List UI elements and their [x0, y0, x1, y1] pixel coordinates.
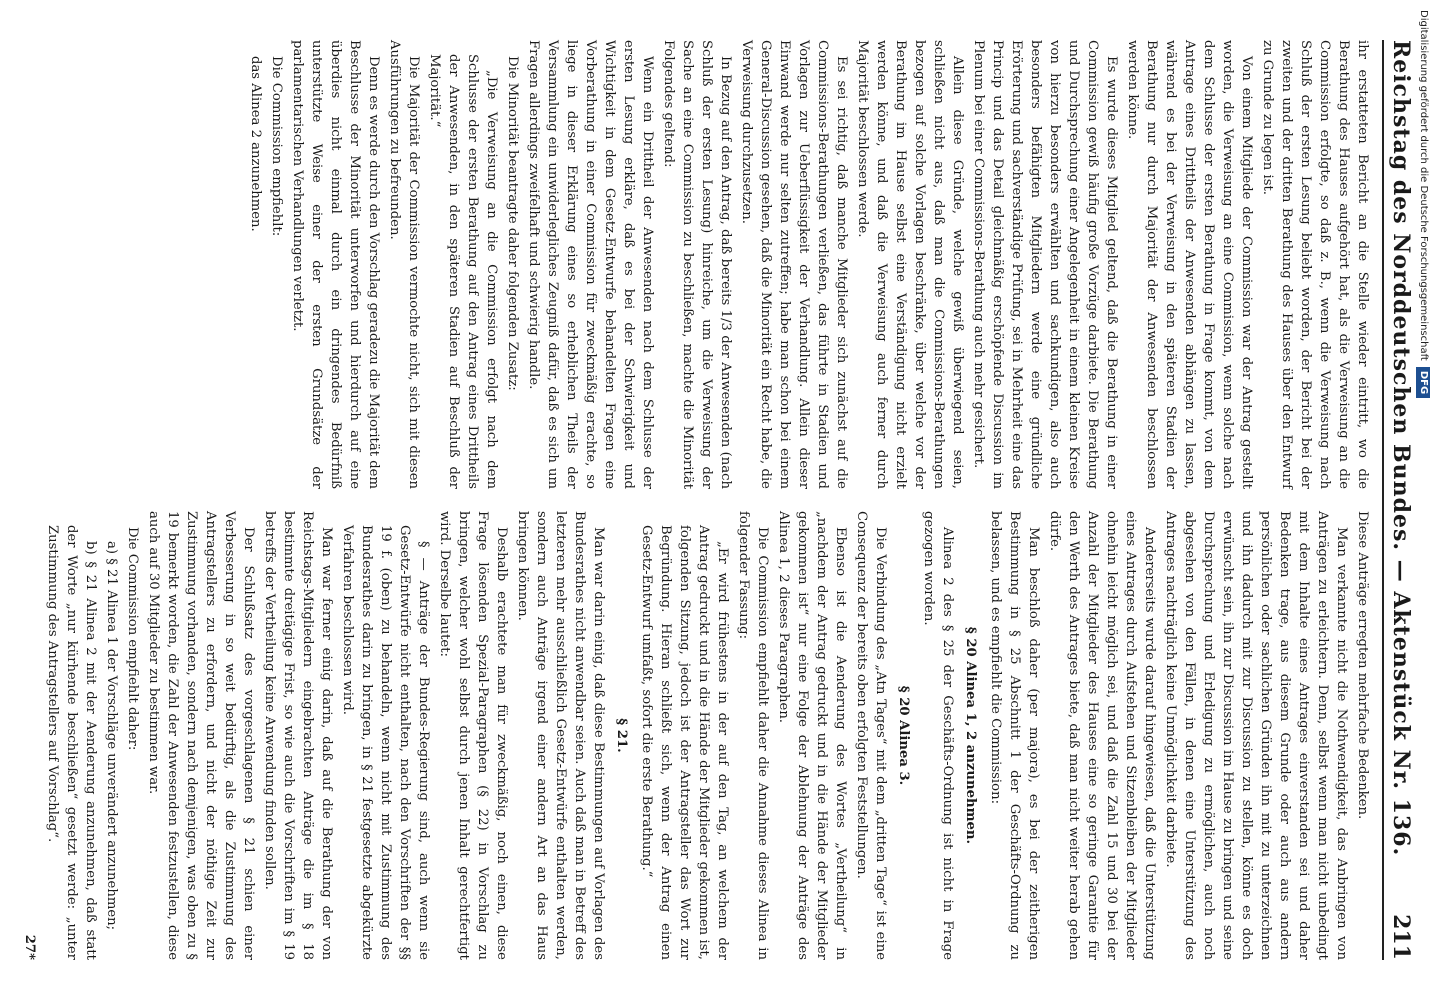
credit-text: Digitalisierung gefördert durch die Deutsche Forschungsgemeinschaft [1418, 10, 1429, 361]
paragraph: Diese Anträge erregten mehrfache Bedenken. [1355, 511, 1370, 820]
document-page [22, 0, 1432, 1000]
paragraph: Man war ferner einig darin, daß auf die Berathung der von Reichstags-Mitgliedern eingebrachten Anträge die im § 18 bestimmte dreitägige Frist, so wie auch die Vorschriften im § 19 betreffs der Vertheilung keine Anwendung finden sollen. [262, 511, 334, 960]
paragraph: Die Majorität der Commission vermochte nicht, sich mit diesen Ausführungen zu befreunden. [387, 40, 421, 489]
quoted-paragraph: „Er wird frühestens in der auf den Tag, an welchem der Antrag gedruckt und in die Hände der Mitglieder gekommen ist, folgenden Sitzung, jedoch ist der Antragsteller das Wort zur Begründung. Hieran schließt sich, wenn der Antrag einen Gesetz-Entwurf umfaßt, sofort die erste Berathung.“ [639, 525, 730, 960]
page-number: 211 [1388, 914, 1414, 960]
text-columns [20, 40, 1372, 960]
paragraph: Man verkannte nicht die Nothwendigkeit, das Anbringen von Anträgen zu erleichtern. Denn, selbst wenn man nicht unbedingt mit dem Inhalte eines Antrages einverstanden sei und daher Bedenken trage, aus diesem Grunde oder auch aus andern persönlichen oder sachlichen Gründen ihn mit zu unterzeichnen und ihn dadurch mit zur Discussion zu stellen, könne es doch erwünscht sein, ihn zur Discussion im Hause zu bringen und seine Durchsprechung und Erledigung zu ermöglichen, auch noch abgesehen von den Fällen, in denen eine Unterstützung des Antrages nachträglich keine Unmöglichkeit darbiete. [1163, 511, 1349, 960]
quoted-paragraph: b) § 21 Alinea 2 mit der Aenderung anzunehmen, daß statt der Worte „nur kürhende beschließen“ gesetzt werde: „unter Zustimmung des Antragstellers auf Vorschlag“. [45, 525, 98, 960]
paragraph: Der Schlußsatz des vorgeschlagenen § 21 schien einer Verbesserung in so weit bedürftig, als die Zustimmung des Antragstellers zu erfordern, und nicht der nöthige Zeit zur Zustimmung vorhanden, sondern nach demjenigen, was oben zu § 19 bemerkt worden, die Zahl der Anwesenden festzustellen, diese auch auf 30 Mitglieder zu bestimmen war. [146, 511, 256, 960]
page-title: Reichstag des Norddeutschen Bundes. — Aktenstück Nr. 136. [1388, 40, 1414, 857]
right-column [20, 511, 1372, 960]
quoted-paragraph: § — Anträge der Bundes-Regierung sind, auch wenn sie Gesetz-Entwürfe nicht enthalten, nach den Vorschriften der §§ 19 f. (oben) zu behandeln, wenn nicht mit Zustimmung des Bundesrathes darin zu bringen, in § 21 festgesetzte abgekürzte Verfahren beschlossen wird. [340, 525, 431, 960]
paragraph: Denn es werde durch den Vorschlag geradezu die Majorität dem Beschlusse der Minorität unterworfen und hierdurch auf eine überdies nicht einmal durch ein dringendes Bedürfniß unterstützte Weise einer der ersten Grundsätze der parlamentarischen Verhandlungen verletzt. [290, 40, 381, 489]
paragraph: Es wurde dieses Mitglied geltend, daß die Berathung in einer Commission gewiß häufig große Vorzüge darbiete. Die Berathung und Durchsprechung einer Angelegenheit in einem kleinen Kreise von hierzu besonders erwählten und sachkundigen, also auch besonders befähigten Mitgliedern werde eine gründliche Erörterung und sachverständige Prüfung, sei in Mehrheit eine das Princip und das Detail gleichmäßig erschöpfende Discussion im Plenum bei einer Commissions-Berathung auch mehr gesichert. [971, 40, 1119, 489]
paragraph: Von einem Mitgliede der Commission war der Antrag gestellt worden, die Verweisung an eine Commission, wenn solche nach dem Schlusse der ersten Berathung in Frage kommt, von dem Antrage eines Drittheils der Anwesenden abhängen zu lassen, während es bei der Verweisung in den späteren Stadien der Berathung nur durch Majorität der Anwesenden beschlossen werden könne. [1125, 40, 1254, 489]
paragraph: Die Commission empfiehlt daher: [125, 527, 140, 751]
paragraph: Die Minorität beantragte daher folgenden Zusatz: [505, 56, 520, 391]
left-column [20, 40, 1372, 489]
paragraph: Die Commission empfiehlt: [269, 56, 284, 237]
paragraph: Allein diese Gründe, welche gewiß überwiegend seien, schließen nicht aus, daß man die Commissions-Berathungen bezogen auf solche Vorlagen beschränke, über welche vor der Berathung im Hause selbst eine Verständigung nicht erzielt werden könne, und daß die Verweisung auch ferner durch Majorität beschlossen werde. [855, 40, 965, 489]
paragraph: Deshalb erachtete man für zweckmäßig, noch einen, diese Frage lösenden Spezial-Paragraphen (§ 22) in Vorschlag zu bringen, welcher wohl selbst durch jenen Inhalt gerechtfertigt wird. Derselbe lautet: [437, 511, 509, 960]
paragraph: Wenn ein Drittheil der Anwesenden nach dem Schlusse der ersten Lesung erkläre, daß es bei der Schwierigkeit und Wichtigkeit in dem Gesetz-Entwurfe behandelten Fragen eine Vorberathung in einer Commission für zweckmäßig erachte, so liege in dieser Erklärung eines so erheblichen Theils der Versammlung ein unwiderlegliches Zeugniß dafür, daß es sich um Fragen allerdings zweifelhaft und schwierig handle. [526, 40, 655, 489]
paragraph: das Alinea 2 anzunehmen. [248, 56, 263, 232]
page-header [1382, 40, 1414, 960]
paragraph: Die Commission empfiehlt daher die Annahme dieses Alinea in folgender Fassung: [736, 511, 770, 960]
quoted-paragraph: a) § 21 Alinea 1 der Vorschläge unverändert anzunehmen; [104, 541, 119, 931]
paragraph: Andererseits wurde darauf hingewiesen, daß die Unterstützung eines Antrages durch Aufstehen und Sitzenbleiben der Mitglieder ohnehin leicht möglich sei, und daß die Zahl 15 und 30 bei der Anzahl der Mitglieder des Hauses eine so geringe Garantie für den Werth des Antrages biete, daß man nicht weiter herab gehen dürfe. [1047, 511, 1157, 960]
signature-mark: 27* [22, 934, 37, 960]
quoted-paragraph: „Die Verweisung an die Commission erfolgt nach dem Schlusse der ersten Berathung auf den Antrag eines Drittheils der Anwesenden, in den späteren Stadien auf Beschluß der Majorität.“ [427, 54, 499, 489]
section-heading: § 20 Alinea 3. [896, 685, 911, 786]
paragraph: Die Verbindung des „Atn Tages“ mit dem „dritten Tage“ ist eine Consequenz der bereits oben erfolgten Feststellungen. [854, 511, 888, 960]
section-heading: § 20 Alinea 1, 2 anzunehmen. [963, 626, 978, 845]
section-heading: § 21. [614, 718, 629, 753]
paragraph: In Bezug auf den Antrag, daß bereits 1/3 der Anwesenden (nach Schluß der ersten Lesung) hinreiche, um die Verweisung der Sache an eine Commission zu beschließen, machte die Minorität Folgendes geltend: [661, 40, 733, 489]
dfg-logo: DFG [1416, 367, 1430, 398]
paragraph: Alinea 2 des § 25 der Geschäfts-Ordnung ist nicht in Frage gezogen worden. [921, 511, 955, 960]
paragraph: ihr erstatteten Bericht an die Stelle wieder eintritt, wo die Berathung des Hauses aufgehört hat, als die Verweisung an die Commission erfolgte, so daß z. B., wenn die Verweisung nach Schluß der ersten Lesung beliebt worden, der Bericht bei der zweiten und der dritten Berathung des Hauses über den Entwurf zu Grunde zu legen ist. [1260, 40, 1370, 489]
paragraph: Es sei richtig, daß manche Mitglieder sich zunächst auf die Commissions-Berathungen verließen, das führte in Stadien und Vorlagen zur Ueberflüssigkeit der Verhandlung. Allein dieser Einwand werde nur selten zutreffen; habe man schon bei einem General-Discussion gesehen, daß die Minorität ein Recht habe, die Verweisung durchzusetzen. [739, 40, 849, 489]
paragraph: Man war darin einig, daß diese Bestimmungen auf Vorlagen des Bundesrathes nicht anwendbar seien. Auch daß man in Betreff des letzteren mehr ausschließlich Gesetz-Entwürfe enthalten werden, sondern auch Anträge irgend einer andern Art an das Haus bringen können. [515, 511, 606, 960]
paragraph: Man beschloß daher (per majora), es bei der zeitherigen Bestimmung in § 25 Abschnitt 1 der Geschäfts-Ordnung zu belassen, und es empfiehlt die Commission: [988, 511, 1041, 960]
digitization-credit [1416, 10, 1430, 990]
paragraph: Ebenso ist die Aenderung des Wortes „Vertheilung“ in „nachdem der Antrag gedruckt und in die Hände der Mitglieder gekommen ist“ nur eine Folge der Ablehnung der Anträge des Alinea 1, 2 dieses Paragraphen. [776, 511, 848, 960]
